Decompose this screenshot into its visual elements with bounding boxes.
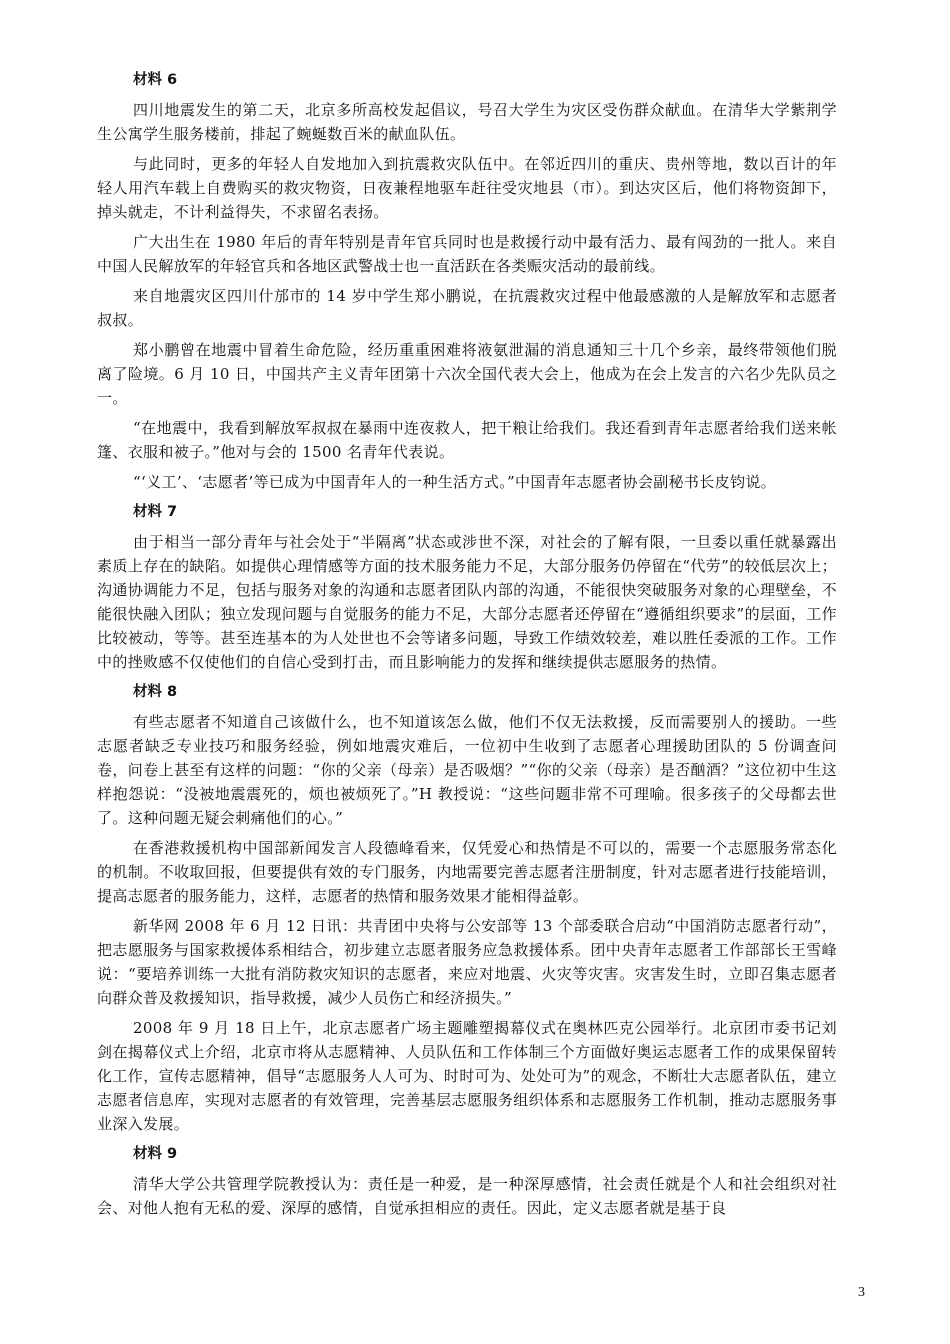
paragraph: 2008 年 9 月 18 日上午，北京志愿者广场主题雕塑揭幕仪式在奥林匹克公园举行。北京团市委书记刘剑在揭幕仪式上介绍，北京市将从志愿精神、人员队伍和工作体制三个方面做好奥运志愿者工作的成果保留转化工作，宣传志愿精神，倡导“志愿服务人人可为、时时可为、处处可为”的观念，不断壮大志愿者队伍，建立志愿者信息库，实现对志愿者的有效管理，完善基层志愿服务组织体系和志愿服务工作机制，推动志愿服务事业深入发展。 xyxy=(97,1019,837,1133)
paragraph: 广大出生在 1980 年后的青年特别是青年官兵同时也是救援行动中最有活力、最有闯劲的一批人。来自中国人民解放军的年轻官兵和各地区武警战士也一直活跃在各类赈灾活动的最前线。 xyxy=(97,233,837,275)
paragraph: 新华网 2008 年 6 月 12 日讯：共青团中央将与公安部等 13 个部委联合启动“中国消防志愿者行动”，把志愿服务与国家救援体系相结合，初步建立志愿者服务应急救援体系。团中央青年志愿者工作部部长王雪峰说：“要培养训练一大批有消防救灾知识的志愿者，来应对地震、火灾等灾害。灾害发生时，立即召集志愿者向群众普及救援知识，指导救援，减少人员伤亡和经济损失。” xyxy=(97,917,837,1007)
page-number: 3 xyxy=(858,1285,865,1300)
section-material-7 xyxy=(97,500,837,674)
section-heading: 材料 9 xyxy=(133,1146,178,1162)
section-heading: 材料 7 xyxy=(133,504,178,520)
paragraph: 由于相当一部分青年与社会处于“半隔离”状态或涉世不深，对社会的了解有限，一旦委以重任就暴露出素质上存在的缺陷。如提供心理情感等方面的技术服务能力不足，大部分服务仍停留在“代劳”的较低层次上；沟通协调能力不足，包括与服务对象的沟通和志愿者团队内部的沟通，不能很快突破服务对象的心理壁垒，不能很快融入团队；独立发现问题与自觉服务的能力不足，大部分志愿者还停留在“遵循组织要求”的层面，工作比较被动，等等。甚至连基本的为人处世也不会等诸多问题，导致工作绩效较差，难以胜任委派的工作。工作中的挫败感不仅使他们的自信心受到打击，而且影响能力的发挥和继续提供志愿服务的热情。 xyxy=(97,533,837,671)
section-heading: 材料 6 xyxy=(133,72,178,88)
section-heading: 材料 8 xyxy=(133,684,178,700)
paragraph: 与此同时，更多的年轻人自发地加入到抗震救灾队伍中。在邻近四川的重庆、贵州等地，数以百计的年轻人用汽车载上自费购买的救灾物资，日夜兼程地驱车赶往受灾地县（市）。到达灾区后，他们将物资卸下，掉头就走，不计利益得失，不求留名表扬。 xyxy=(97,155,837,221)
section-material-8 xyxy=(97,680,837,1136)
document-body xyxy=(97,68,837,1226)
paragraph: 在香港救援机构中国部新闻发言人段德峰看来，仅凭爱心和热情是不可以的，需要一个志愿服务常态化的机制。不收取回报，但要提供有效的专门服务，内地需要完善志愿者注册制度，针对志愿者进行技能培训，提高志愿者的服务能力，这样，志愿者的热情和服务效果才能相得益彰。 xyxy=(97,839,837,905)
paragraph: “‘义工’、‘志愿者’等已成为中国青年人的一种生活方式。”中国青年志愿者协会副秘书长皮钧说。 xyxy=(133,473,777,491)
paragraph: 有些志愿者不知道自己该做什么，也不知道该怎么做，他们不仅无法救援，反而需要别人的援助。一些志愿者缺乏专业技巧和服务经验，例如地震灾难后，一位初中生收到了志愿者心理援助团队的 5 份调查问卷，问卷上甚至有这样的问题：“你的父亲（母亲）是否吸烟？”“你的父亲（母亲）是否酗酒？”这位初中生这样抱怨说：“没被地震震死的，烦也被烦死了。”H 教授说：“这些问题非常不可理喻。很多孩子的父母都去世了。这种问题无疑会刺痛他们的心。” xyxy=(97,713,837,827)
paragraph: 清华大学公共管理学院教授认为：责任是一种爱，是一种深厚感情，社会责任就是个人和社会组织对社会、对他人抱有无私的爱、深厚的感情，自觉承担相应的责任。因此，定义志愿者就是基于良 xyxy=(97,1175,837,1217)
paragraph: 来自地震灾区四川什邡市的 14 岁中学生郑小鹏说，在抗震救灾过程中他最感激的人是解放军和志愿者叔叔。 xyxy=(97,287,837,329)
section-material-6 xyxy=(97,68,837,494)
section-material-9 xyxy=(97,1142,837,1220)
paragraph: 郑小鹏曾在地震中冒着生命危险，经历重重困难将液氨泄漏的消息通知三十几个乡亲，最终带领他们脱离了险境。6 月 10 日，中国共产主义青年团第十六次全国代表大会上，他成为在会上发言的六名少先队员之一。 xyxy=(97,341,837,407)
paragraph: 四川地震发生的第二天，北京多所高校发起倡议，号召大学生为灾区受伤群众献血。在清华大学紫荆学生公寓学生服务楼前，排起了蜿蜒数百米的献血队伍。 xyxy=(97,101,837,143)
paragraph: “在地震中，我看到解放军叔叔在暴雨中连夜救人，把干粮让给我们。我还看到青年志愿者给我们送来帐篷、衣服和被子。”他对与会的 1500 名青年代表说。 xyxy=(97,419,837,461)
